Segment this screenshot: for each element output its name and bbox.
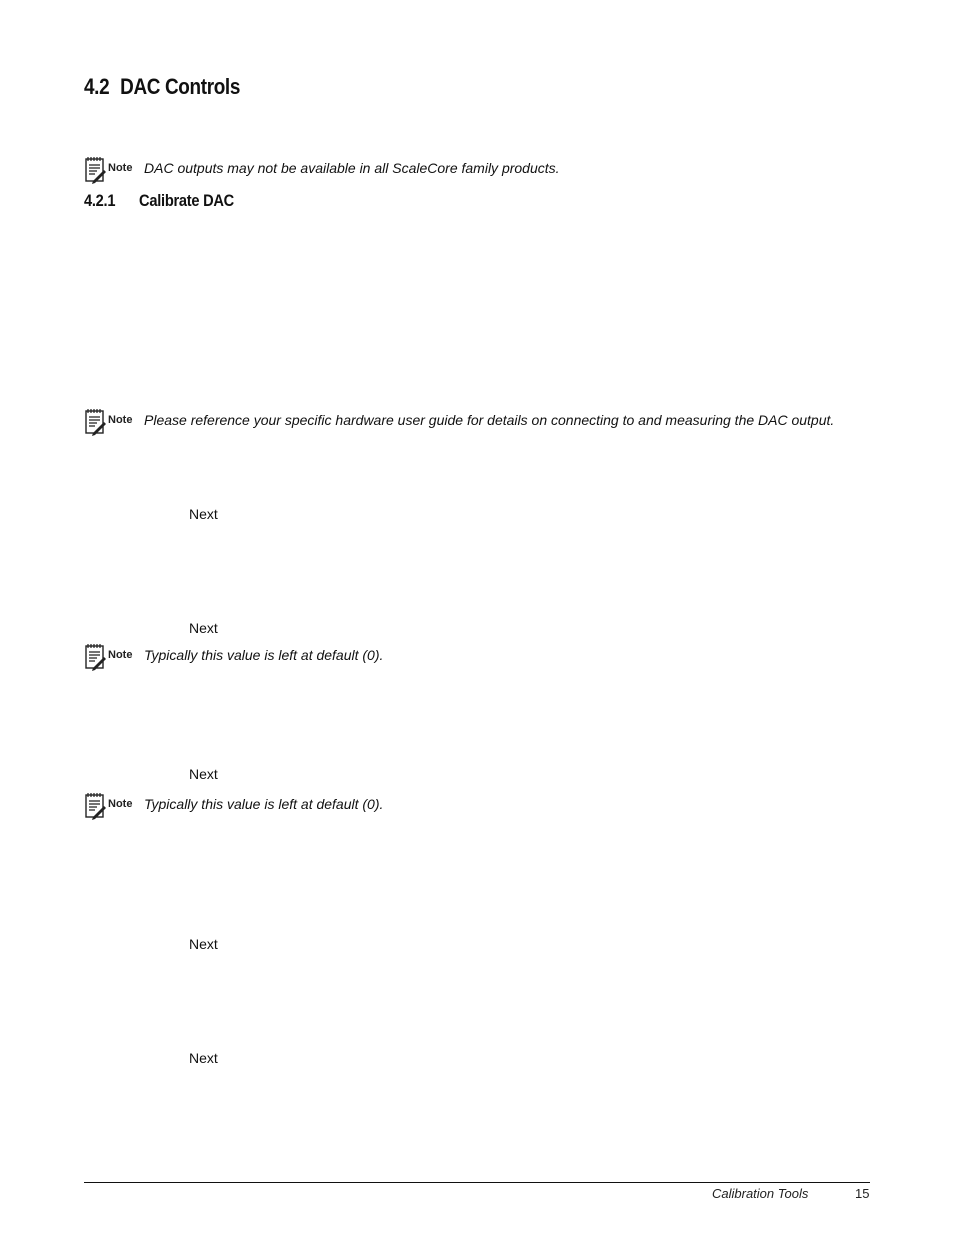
note-label: Note: [108, 798, 133, 810]
note-1: [84, 160, 560, 184]
footer-title: Calibration Tools: [712, 1186, 809, 1201]
next-label-3: Next: [189, 766, 218, 782]
section-number: 4.2: [84, 74, 110, 99]
subsection-title: Calibrate DAC: [139, 191, 234, 210]
note-text: Typically this value is left at default (0).: [144, 796, 384, 812]
subsection-number: 4.2.1: [84, 191, 116, 210]
next-label-2: Next: [189, 620, 218, 636]
note-text: DAC outputs may not be available in all ScaleCore family products.: [144, 160, 560, 176]
note-text: Typically this value is left at default (0).: [144, 647, 384, 663]
note-2: [84, 412, 834, 436]
notepad-icon: [84, 156, 108, 184]
next-label-1: Next: [189, 506, 218, 522]
notepad-icon: [84, 643, 108, 671]
note-label: Note: [108, 162, 133, 174]
note-label: Note: [108, 649, 133, 661]
note-label: Note: [108, 414, 133, 426]
note-4: [84, 796, 383, 820]
footer-rule: [84, 1182, 870, 1183]
section-heading: [84, 74, 240, 100]
note-text: Please reference your specific hardware user guide for details on connecting to and measuring the DAC output.: [144, 412, 835, 428]
notepad-icon: [84, 408, 108, 436]
section-title: DAC Controls: [120, 74, 241, 99]
note-3: [84, 647, 383, 671]
page-number: 15: [855, 1186, 870, 1201]
subsection-heading: [84, 191, 234, 211]
next-label-4: Next: [189, 936, 218, 952]
notepad-icon: [84, 792, 108, 820]
next-label-5: Next: [189, 1050, 218, 1066]
